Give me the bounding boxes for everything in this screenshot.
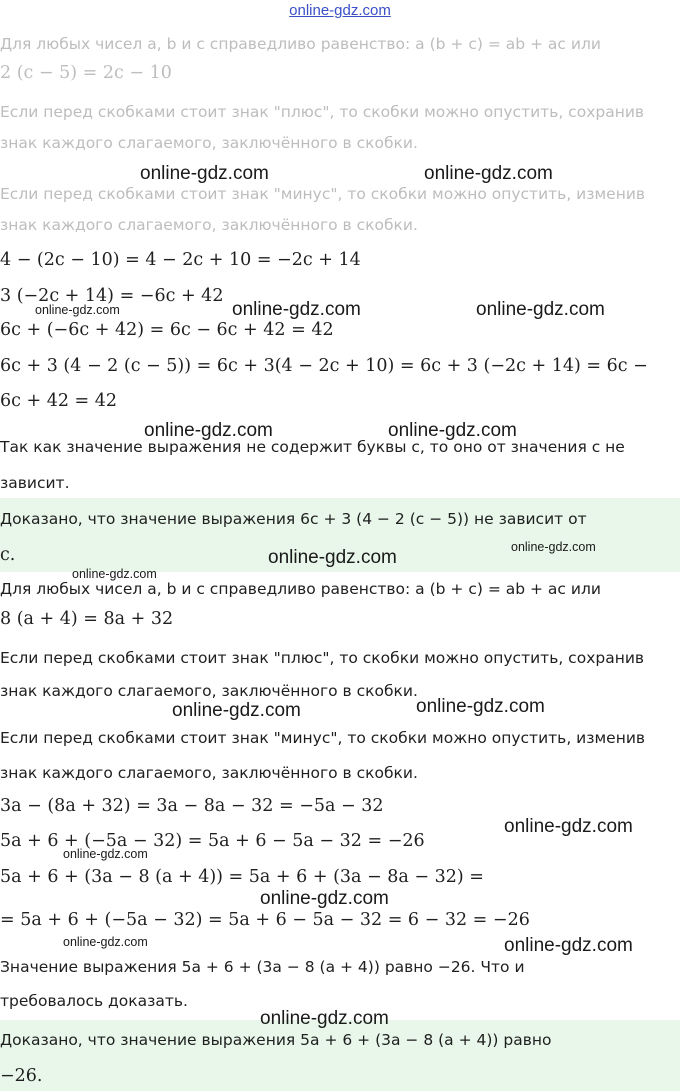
conclusion-line-1: Доказано, что значение выражения 6c + 3 (4 − 2 (c − 5)) не зависит от bbox=[0, 510, 587, 528]
conclusion-line-2: c. bbox=[0, 545, 16, 565]
watermark: online-gdz.com bbox=[511, 540, 596, 554]
watermark: online-gdz.com bbox=[504, 816, 633, 837]
equation-line-4: 6c + 3 (4 − 2 (c − 5)) = 6c + 3(4 − 2c + 10) = 6c + 3 (−2c + 14) = 6c − bbox=[0, 356, 648, 376]
watermark: online-gdz.com bbox=[63, 847, 148, 861]
rule-example-line: 8 (a + 4) = 8a + 32 bbox=[0, 609, 174, 629]
equation-line-1: 4 − (2c − 10) = 4 − 2c + 10 = −2c + 14 bbox=[0, 250, 361, 270]
minus-rule-line-2: знак каждого слагаемого, заключённого в скобки. bbox=[0, 764, 418, 782]
watermark: online-gdz.com bbox=[424, 163, 553, 184]
equation-line-5: 6c + 42 = 42 bbox=[0, 391, 118, 411]
explanation-line-2: зависит. bbox=[0, 474, 70, 492]
plus-rule-line-1: Если перед скобками стоит знак "плюс", то скобки можно опустить, сохранив bbox=[0, 103, 645, 121]
equation-line-1: 3a − (8a + 32) = 3a − 8a − 32 = −5a − 32 bbox=[0, 796, 384, 816]
watermark: online-gdz.com bbox=[260, 1008, 389, 1029]
rule-example-line: 2 (c − 5) = 2c − 10 bbox=[0, 63, 172, 83]
watermark: online-gdz.com bbox=[140, 163, 269, 184]
equation-line-4: = 5a + 6 + (−5a − 32) = 5a + 6 − 5a − 32 = 6 − 32 = −26 bbox=[0, 910, 530, 930]
equation-line-2: 3 (−2c + 14) = −6c + 42 bbox=[0, 286, 224, 306]
minus-rule-line-1: Если перед скобками стоит знак "минус", то скобки можно опустить, изменив bbox=[0, 185, 646, 203]
explanation-line-1: Значение выражения 5a + 6 + (3a − 8 (a + 4)) равно −26. Что и bbox=[0, 958, 525, 976]
watermark: online-gdz.com bbox=[268, 547, 397, 568]
watermark: online-gdz.com bbox=[35, 303, 120, 317]
watermark: online-gdz.com bbox=[172, 700, 301, 721]
explanation-line-2: требовалось доказать. bbox=[0, 992, 188, 1010]
equation-line-3: 6c + (−6c + 42) = 6c − 6c + 42 = 42 bbox=[0, 320, 334, 340]
equation-line-3: 5a + 6 + (3a − 8 (a + 4)) = 5a + 6 + (3a − 8a − 32) = bbox=[0, 867, 484, 887]
explanation-line-1: Так как значение выражения не содержит буквы c, то оно от значения c не bbox=[0, 438, 625, 456]
rule-intro-line: Для любых чисел a, b и c справедливо равенство: a (b + c) = ab + ac или bbox=[0, 35, 601, 53]
watermark: online-gdz.com bbox=[232, 299, 361, 320]
watermark: online-gdz.com bbox=[388, 420, 517, 441]
watermark: online-gdz.com bbox=[72, 567, 157, 581]
conclusion-line-1: Доказано, что значение выражения 5a + 6 + (3a − 8 (a + 4)) равно bbox=[0, 1031, 552, 1049]
plus-rule-line-2: знак каждого слагаемого, заключённого в скобки. bbox=[0, 134, 418, 152]
watermark: online-gdz.com bbox=[144, 420, 273, 441]
watermark: online-gdz.com bbox=[504, 935, 633, 956]
conclusion-box bbox=[0, 1020, 680, 1091]
minus-rule-line-2: знак каждого слагаемого, заключённого в скобки. bbox=[0, 216, 418, 234]
minus-rule-line-1: Если перед скобками стоит знак "минус", то скобки можно опустить, изменив bbox=[0, 729, 646, 747]
equation-line-2: 5a + 6 + (−5a − 32) = 5a + 6 − 5a − 32 = −26 bbox=[0, 831, 425, 851]
plus-rule-line-2: знак каждого слагаемого, заключённого в скобки. bbox=[0, 682, 418, 700]
conclusion-line-2: −26. bbox=[0, 1066, 43, 1086]
watermark: online-gdz.com bbox=[416, 696, 545, 717]
watermark: online-gdz.com bbox=[476, 299, 605, 320]
watermark: online-gdz.com bbox=[63, 935, 148, 949]
rule-intro-line: Для любых чисел a, b и c справедливо равенство: a (b + c) = ab + ac или bbox=[0, 580, 601, 598]
plus-rule-line-1: Если перед скобками стоит знак "плюс", то скобки можно опустить, сохранив bbox=[0, 649, 645, 667]
watermark: online-gdz.com bbox=[260, 888, 389, 909]
site-header-link[interactable]: online-gdz.com bbox=[289, 2, 391, 19]
